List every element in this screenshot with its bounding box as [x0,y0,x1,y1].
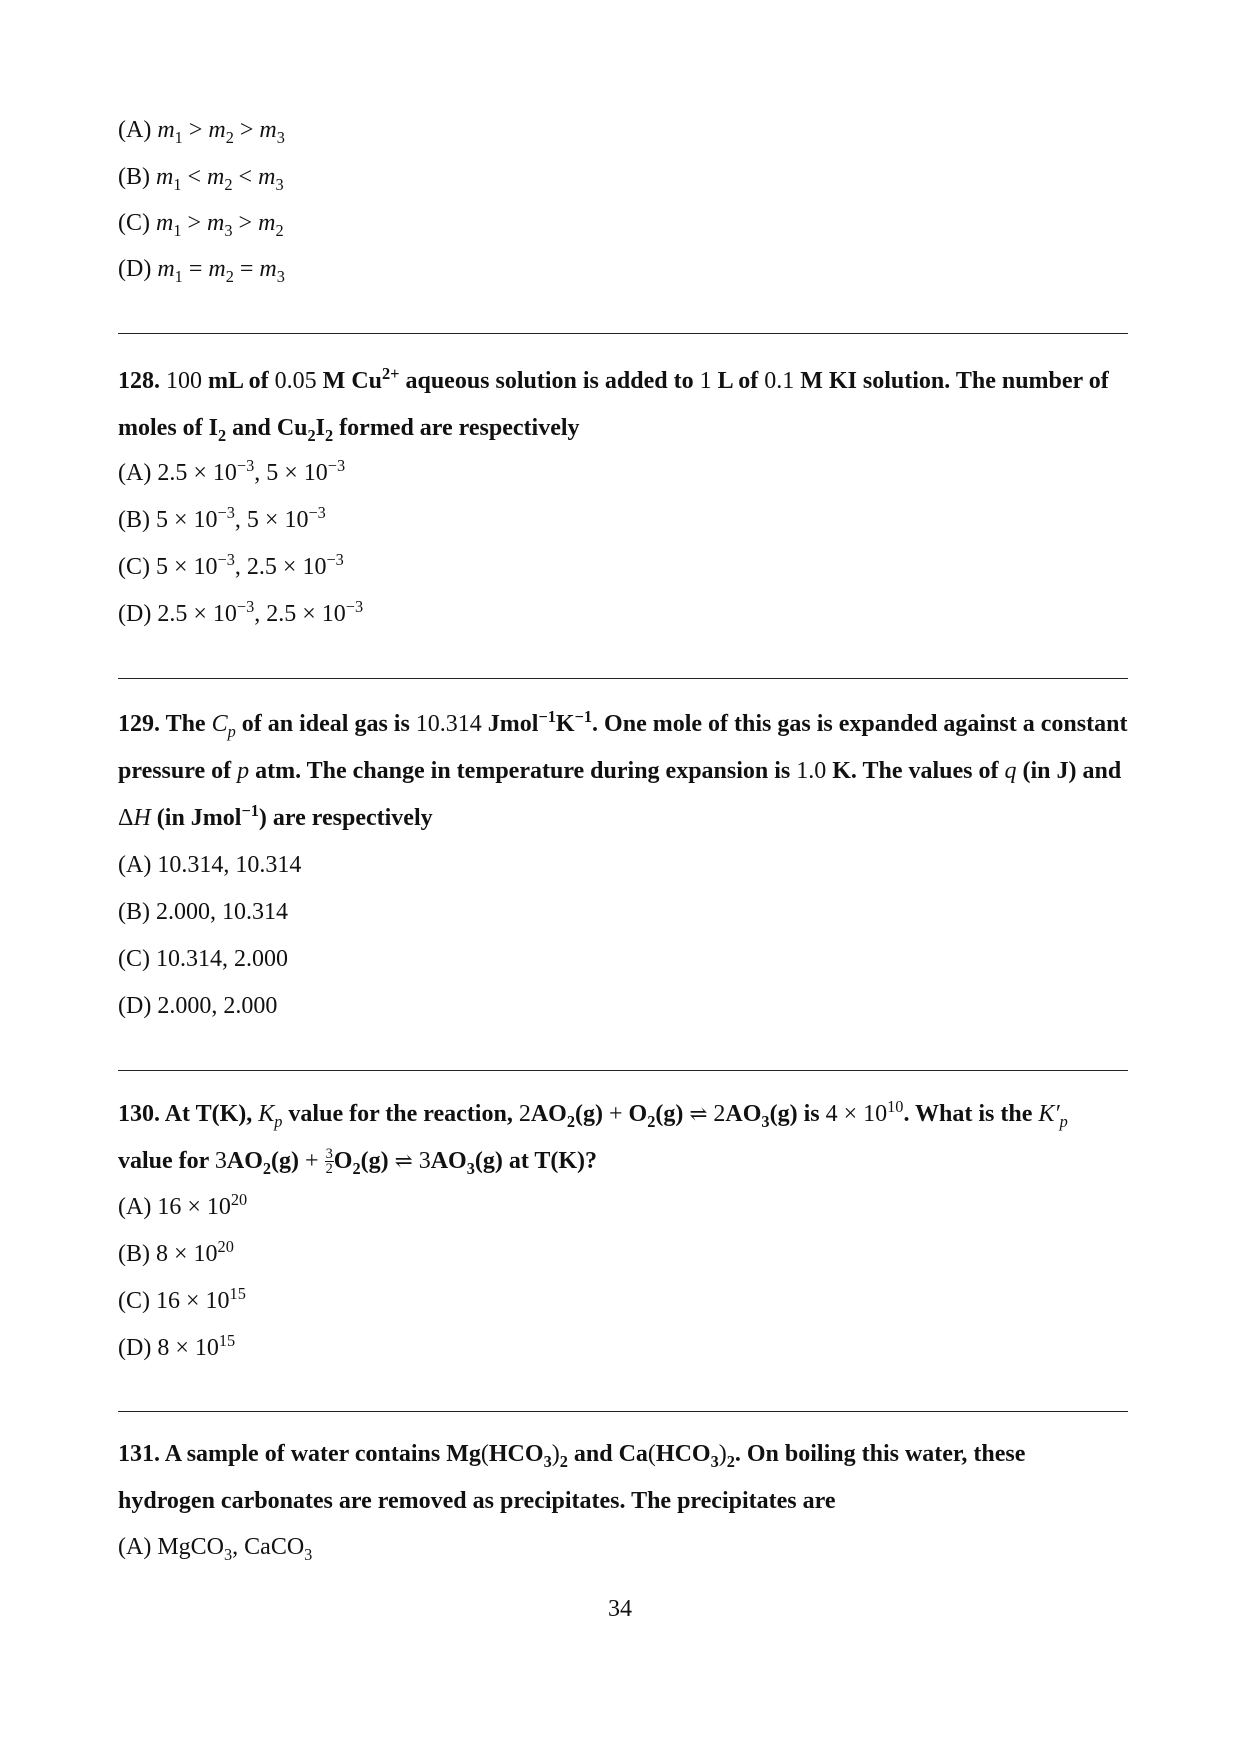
option-label: (C) [118,946,150,972]
option-text: $16 \times 10^{20}$ [157,1190,248,1220]
option-text: $5 \times 10^{-3}$, $2.5 \times 10^{-3}$ [156,550,344,580]
option-text: $m_1 > m_3 > m_2$ [156,210,284,240]
option-text: $8 \times 10^{20}$ [156,1237,234,1267]
divider [118,333,1128,334]
option-label: (A) [118,117,152,143]
divider [118,1411,1128,1412]
option-text: $2.5 \times 10^{-3}$, $5 \times 10^{-3}$ [157,456,346,486]
option-text: MgCO$_3$, CaCO$_3$ [157,1534,313,1564]
option-label: (A) [118,460,152,486]
q129-option-b [118,897,288,927]
q127-option-c [118,208,284,238]
option-text: $2.5 \times 10^{-3}$, $2.5 \times 10^{-3}$ [157,597,364,627]
option-label: (D) [118,601,152,627]
q128-option-b [118,505,326,535]
divider [118,678,1128,679]
q130-option-a [118,1192,247,1222]
q127-option-a [118,115,285,145]
option-label: (A) [118,1534,152,1560]
question-130 [118,1091,1128,1185]
option-text: 2.000, 10.314 [156,899,288,925]
q131-option-a [118,1532,312,1562]
q130-option-d [118,1333,235,1363]
q130-option-b [118,1239,234,1269]
option-label: (A) [118,1194,152,1220]
question-number: 131. [118,1441,160,1467]
q129-option-c [118,944,288,974]
q127-option-d [118,254,285,284]
option-label: (D) [118,1335,152,1361]
question-text: 100 mL of 0.05 M $Cu^{2+}$ aqueous solution is added to 1 L of 0.1 M KI solution. The number of moles of $I_2$ and $Cu_2I_2$ formed are respectively [118,364,1109,445]
q128-option-a [118,458,345,488]
question-text: At T(K), $K_p$ value for the reaction, $2AO_2(g) + O_2(g)$ ⇌ $2AO_3(g)$ is $4 \times 10^{10}$. What is the $K'_p$ value for $3AO_2(g)$ + $\frac{3}{2}$ $O_2(g)$ ⇌ $3AO_3(g)$ at T(K)? [118,1097,1068,1178]
option-label: (C) [118,1288,150,1314]
option-text: 2.000, 2.000 [157,993,278,1019]
option-text: 10.314, 10.314 [157,852,302,878]
option-text: $m_1 < m_2 < m_3$ [156,164,284,194]
option-label: (A) [118,852,152,878]
q130-option-c [118,1286,246,1316]
q127-option-b [118,162,284,192]
question-number: 130. [118,1101,160,1127]
question-text: A sample of water contains $Mg(HCO_3)_2$ and $Ca(HCO_3)_2$. On boiling this water, these hydrogen carbonates are removed as precipitates. The precipitates are [118,1441,1026,1514]
option-text: $m_1 = m_2 = m_3$ [157,256,285,286]
option-label: (B) [118,507,150,533]
option-label: (B) [118,1241,150,1267]
question-number: 128. [118,368,160,394]
question-131 [118,1431,1128,1525]
q128-option-c [118,552,344,582]
q129-option-a [118,850,301,880]
q128-option-d [118,599,363,629]
option-label: (D) [118,993,152,1019]
option-text: $5 \times 10^{-3}$, $5 \times 10^{-3}$ [156,503,326,533]
q129-option-d [118,991,277,1021]
option-label: (B) [118,899,150,925]
option-label: (B) [118,164,150,190]
option-text: $8 \times 10^{15}$ [157,1331,236,1361]
option-label: (C) [118,554,150,580]
question-128 [118,358,1128,452]
page-number: 34 [608,1596,632,1622]
question-129 [118,701,1128,842]
option-label: (D) [118,256,152,282]
question-number: 129. [118,711,160,737]
option-text: 10.314, 2.000 [156,946,288,972]
option-text: $m_1 > m_2 > m_3$ [157,117,285,147]
option-text: $16 \times 10^{15}$ [156,1284,246,1314]
question-text: The $C_p$ of an ideal gas is 10.314 $Jmol^{-1}K^{-1}$. One mole of this gas is expanded against a constant pressure of p atm. The change in temperature during expansion is 1.0 K. The values of q (in J) and ΔH (in Jmol$^{-1}$) are respectively [118,707,1128,831]
divider [118,1070,1128,1071]
option-label: (C) [118,210,150,236]
